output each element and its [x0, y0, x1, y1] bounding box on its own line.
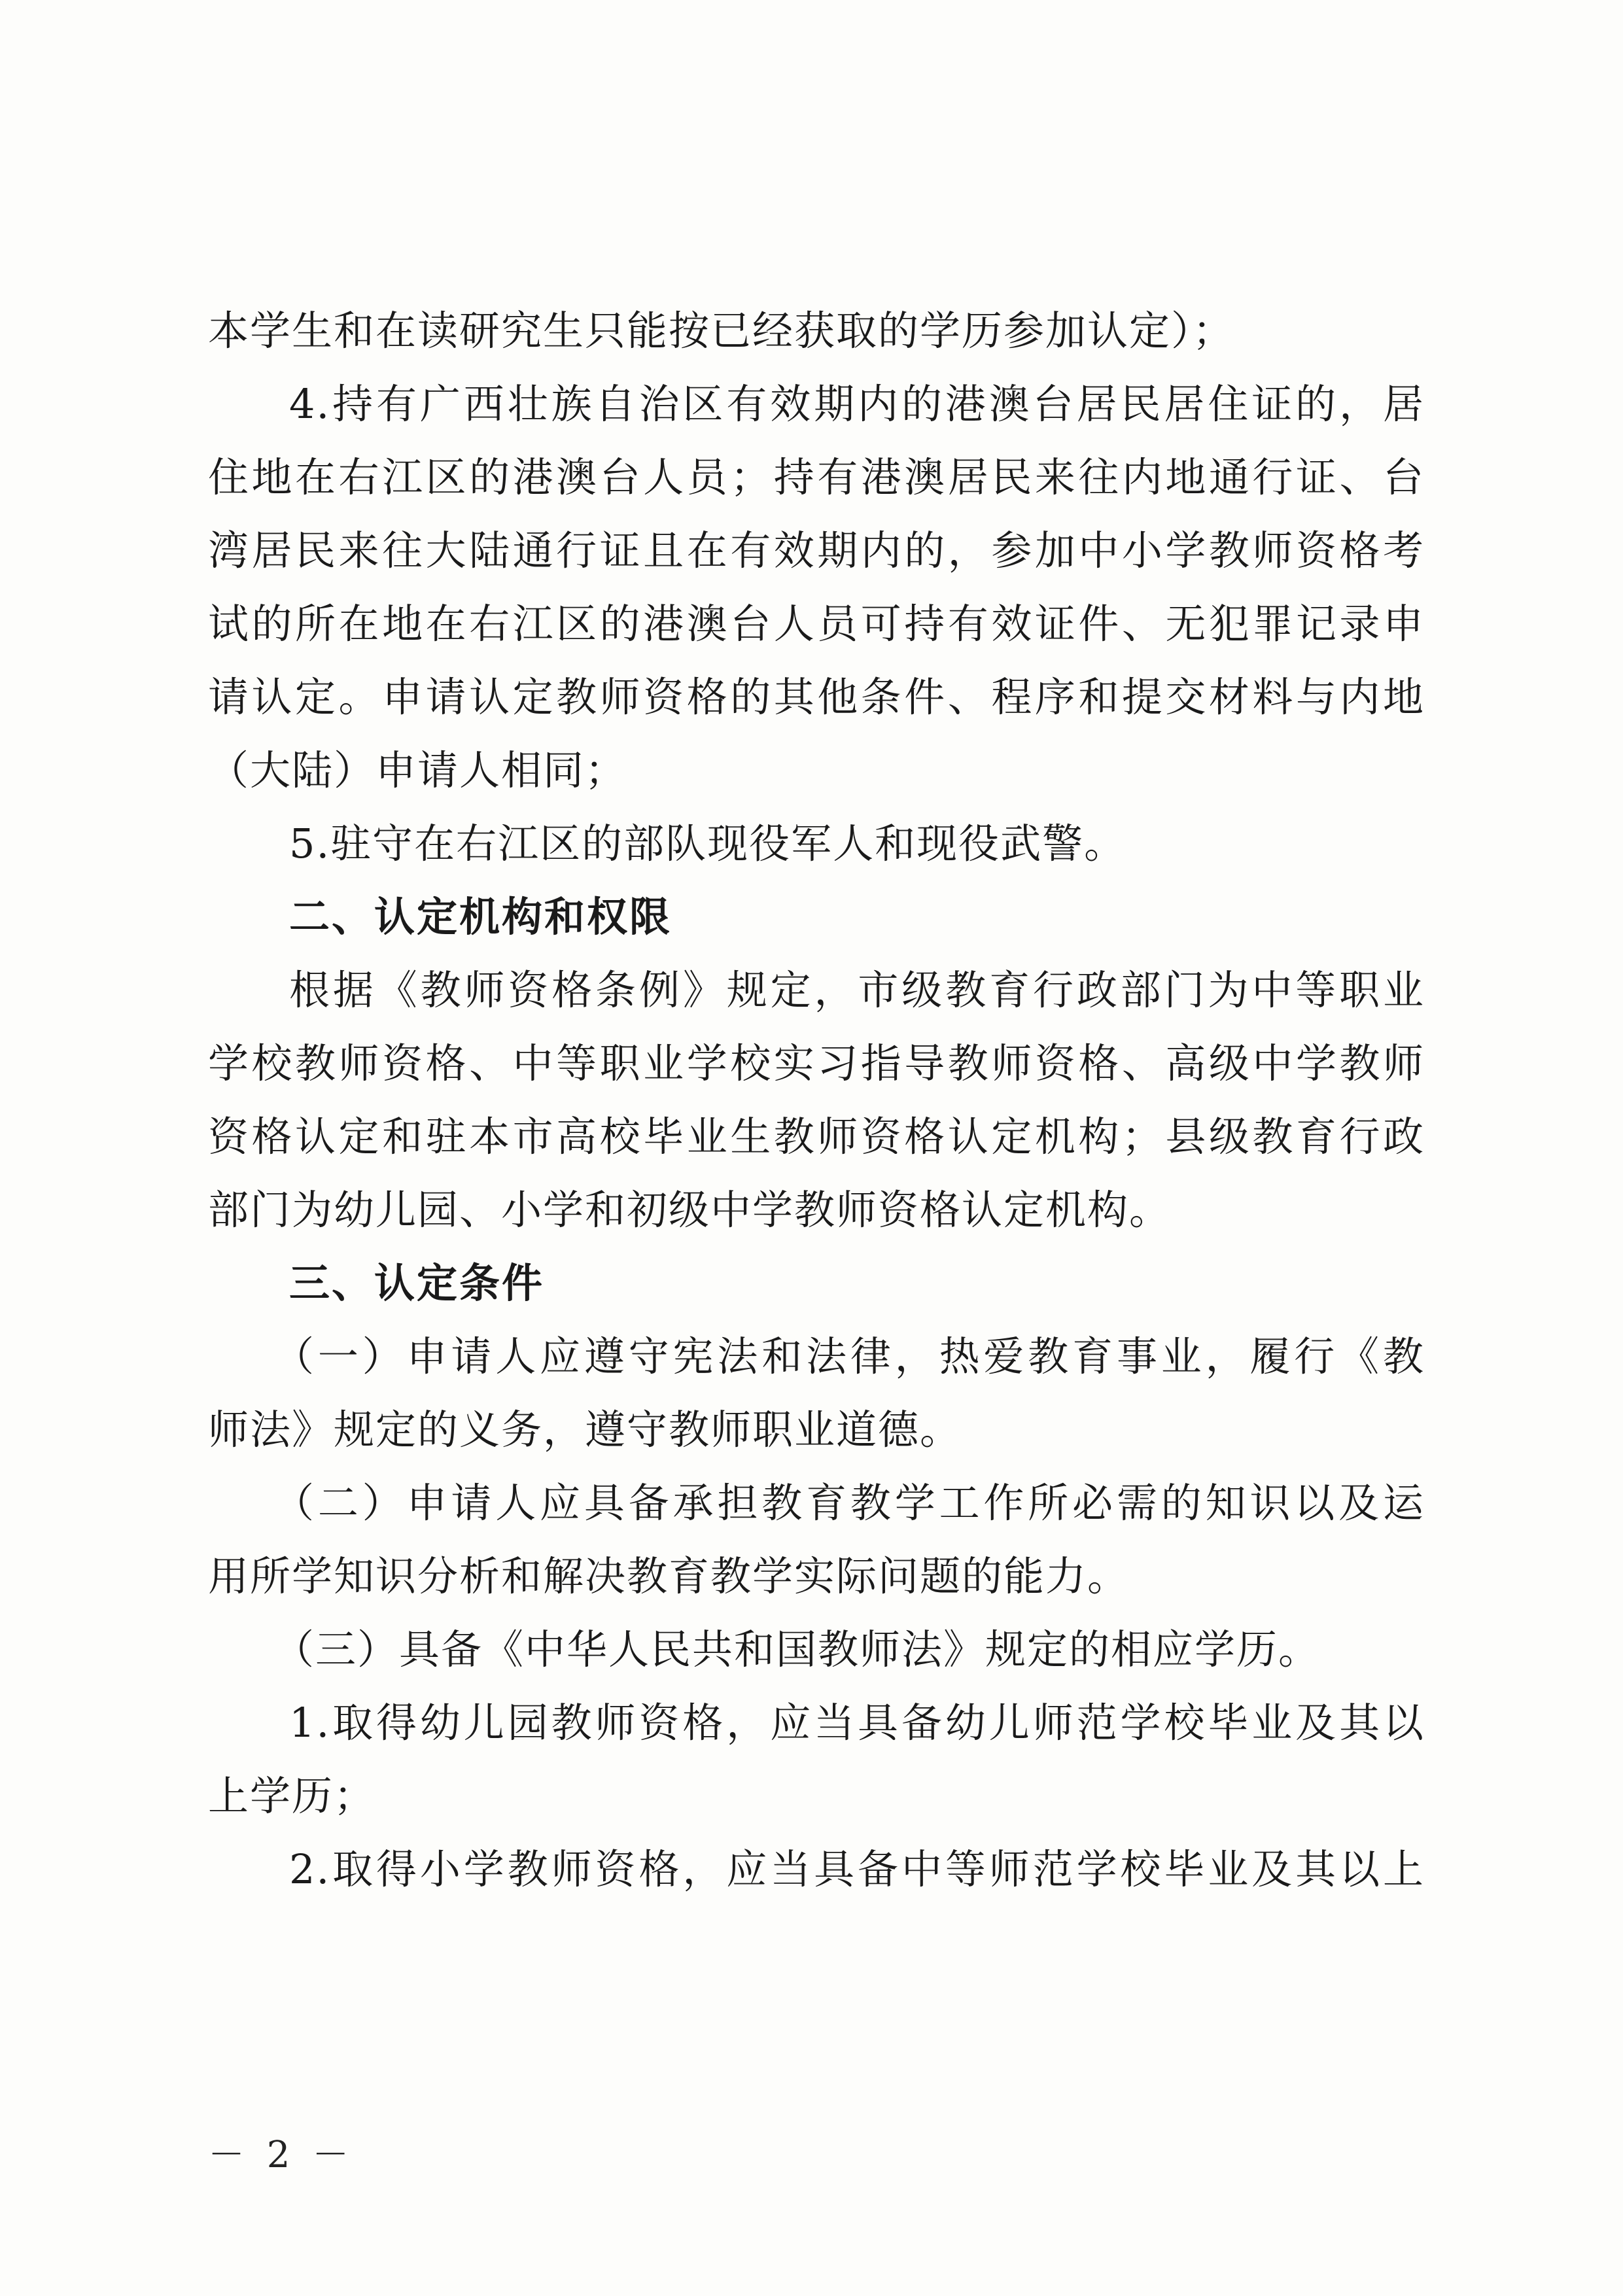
page-number: － 2 －	[208, 2134, 355, 2176]
section-heading: 三、认定条件	[289, 1259, 545, 1307]
paragraph-line: 师法》规定的义务，遵守教师职业道德。	[208, 1406, 962, 1453]
paragraph-line: 根据《教师资格条例》规定，市级教育行政部门为中等职业	[289, 966, 1425, 1014]
paragraph-line: 学校教师资格、中等职业学校实习指导教师资格、高级中学教师	[208, 1039, 1425, 1087]
paragraph-line: 上学历；	[208, 1772, 376, 1820]
paragraph-line: 请认定。申请认定教师资格的其他条件、程序和提交材料与内地	[208, 673, 1425, 721]
paragraph-line: 试的所在地在右江区的港澳台人员可持有效证件、无犯罪记录申	[208, 600, 1425, 648]
paragraph-line: 湾居民来往大陆通行证且在有效期内的，参加中小学教师资格考	[208, 527, 1425, 574]
paragraph-line: 本学生和在读研究生只能按已经获取的学历参加认定）；	[208, 307, 1235, 355]
section-heading: 二、认定机构和权限	[289, 893, 672, 941]
paragraph-line: 2.取得小学教师资格，应当具备中等师范学校毕业及其以上	[289, 1845, 1425, 1893]
document-body	[208, 294, 1425, 1906]
paragraph-line: 资格认定和驻本市高校毕业生教师资格认定机构；县级教育行政	[208, 1113, 1425, 1160]
paragraph-line: （大陆）申请人相同；	[208, 746, 627, 794]
paragraph-line: 用所学知识分析和解决教育教学实际问题的能力。	[208, 1552, 1130, 1600]
paragraph-line: （三）具备《中华人民共和国教师法》规定的相应学历。	[273, 1626, 1321, 1673]
paragraph-line: 5.驻守在右江区的部队现役军人和现役武警。	[289, 820, 1126, 867]
paragraph-line: 部门为幼儿园、小学和初级中学教师资格认定机构。	[208, 1186, 1172, 1234]
paragraph-line: （一）申请人应遵守宪法和法律，热爱教育事业，履行《教	[273, 1332, 1425, 1380]
paragraph-line: 1.取得幼儿园教师资格，应当具备幼儿师范学校毕业及其以	[289, 1699, 1425, 1747]
paragraph-line: （二）申请人应具备承担教育教学工作所必需的知识以及运	[273, 1479, 1425, 1527]
paragraph-line: 住地在右江区的港澳台人员；持有港澳居民来往内地通行证、台	[208, 453, 1425, 501]
paragraph-line: 4.持有广西壮族自治区有效期内的港澳台居民居住证的，居	[289, 380, 1425, 428]
